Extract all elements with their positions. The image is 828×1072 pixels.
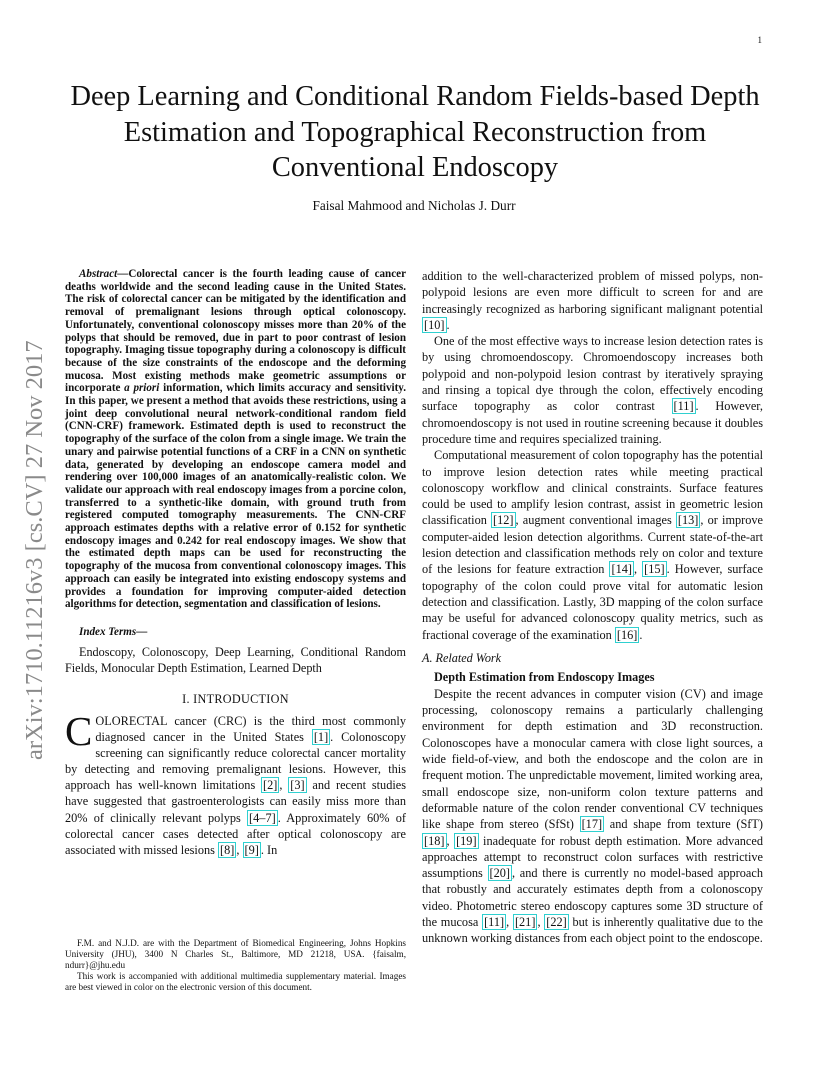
citation-link[interactable]: [17]: [581, 817, 603, 832]
citation-link[interactable]: [22]: [546, 914, 567, 929]
intro-text-4: . Approximately 60% of colorectal cancer cases detected after optical colonoscopy are associated with missed lesions: [65, 810, 406, 857]
paragraph: [422, 268, 763, 333]
text: .: [446, 317, 450, 332]
footnotes: [65, 938, 406, 993]
authors: Faisal Mahmood and Nicholas J. Durr: [312, 198, 516, 213]
intro-text-1: cancer (CRC) is the third most commonly diagnosed cancer in the United States: [95, 713, 406, 745]
citation-link[interactable]: [3]: [290, 778, 305, 793]
text: One of the most effective ways to increase lesion detection rates is by using chromoendoscopy. Chromoendoscopy increases both polypoid and non-polypoid lesion contrast by iteratively spraying and rinsing a topical dye through the colon, effectively encoding surface topography as color contrast: [422, 334, 763, 414]
text: , or improve computer-aided lesion detection algorithms. Current state-of-the-art lesion detection and classification methods rely on color and texture of the lesions for feature extraction: [422, 513, 764, 577]
citation-link[interactable]: [11]: [673, 399, 694, 414]
citation-link[interactable]: [20]: [489, 866, 510, 881]
paragraph-heading: Depth Estimation from Endoscopy Images: [434, 669, 655, 684]
text: , and there is currently no model-based approach that robustly and accurately estimates depth from a colonoscopy video. Photometric stereo endoscopy captures some 3D structure of the mucosa: [422, 866, 763, 929]
citation-link[interactable]: [12]: [493, 513, 514, 528]
citation-link[interactable]: [19]: [456, 833, 477, 848]
citation-link[interactable]: [8]: [220, 842, 235, 857]
paragraph: Despite the recent advances in computer vision (CV) and image processing, colonoscopy remains a particularly challenging environment for depth estimation and 3D reconstruction. Colonoscopes have a monocular camera with close light sources, a wide field-of-view, and both the endoscope and the colon are in frequent motion. The unpredictable movement, limited working area, small endoscope size, non-uniform colon texture patterns and deformable nature of the colon render conventional CV techniques like shape from stereo (SfSt) [17] and shape from texture (SfT) [18] , [19] inadequate for robust depth estimation. More advanced approaches attempt to reconstruct colon surfaces with restrictive assumptions [20] , and there is currently no model-based approach that robustly and accurately estimates depth from a colonoscopy video. Photometric stereo endoscopy captures some 3D structure of the mucosa [11] , [21] , [22] but is inherently qualitative due to the unknown working distances from each object point to the endoscope.: [422, 686, 763, 946]
text: Despite the recent advances in computer vision (CV) and image processing, colonoscopy remains a particularly challenging environment for depth estimation and 3D reconstruction. Colonoscopes have a monocular camera with close light sources, a wide field-of-view, and both the endoscope and the colon are in frequent motion. The unpredictable movement, limited working area, small endoscope size, non-uniform colon texture patterns and deformable nature of the colon render conventional CV techniques like shape from stereo (SfSt): [422, 686, 763, 832]
citation-link[interactable]: [16]: [616, 627, 638, 642]
text: and shape from texture (SfT): [604, 817, 763, 832]
citation-link[interactable]: [21]: [514, 914, 536, 929]
subsection-heading: A. Related Work: [422, 650, 502, 665]
citation-link[interactable]: [9]: [244, 842, 259, 857]
page-number: 1: [757, 35, 762, 45]
paper-title: Deep Learning and Conditional Random Fields-based Depth Estimation and Topographical Reconstruction from Conventional Endoscopy: [70, 81, 760, 183]
intro-text-2: . Colonoscopy screening can significantly reduce colorectal cancer mortality by detecting and removing premalignant lesions. However, this approach has well-known limitations: [65, 730, 406, 793]
arxiv-watermark: arXiv:1710.11216v3 [cs.CV] 27 Nov 2017: [21, 340, 48, 760]
citation-link[interactable]: [13]: [677, 513, 699, 528]
citation-link[interactable]: [1]: [313, 730, 329, 745]
text: , augment conventional images: [515, 513, 676, 528]
text: but is inherently qualitative due to the unknown working distances from each object point to the endoscope.: [422, 914, 763, 946]
dropcap: C: [65, 707, 93, 754]
abstract-dash: —: [117, 268, 129, 280]
right-column: [422, 268, 763, 947]
paragraph: Computational measurement of colon topography has the potential to improve lesion detection rates while meeting practical colonoscopy workflow and clinical constraints. Surface features could be used to amplify lesion contrast, assist in geometric lesion classification [12] , augment conventional images [13] , or improve computer-aided lesion detection algorithms. Current state-of-the-art lesion detection and classification methods rely on color and texture of the lesions for feature extraction [14] , [15] . However, surface topography of the colon could prove vital for automatic lesion detection and classification. Lastly, 3D mapping of the colon surface may be useful for advanced colonoscopy quality metrics, such as fractional coverage of the examination [16] .: [422, 448, 764, 642]
citation-link[interactable]: [15]: [644, 562, 665, 577]
text: . However, surface topography of the colon could prove vital for automatic lesion detection and classification. Lastly, 3D mapping of the colon surface may be useful for advanced colonoscopy quality metrics, such as fractional coverage of the examination: [422, 562, 764, 642]
footnote-affiliation: F.M. and N.J.D. are with the Department of Biomedical Engineering, Johns Hopkins University (JHU), 3400 N Charles St., Baltimore, MD 21218, USA. {faisalm, ndurr}@jhu.edu: [65, 938, 406, 971]
abstract-label: Abstract: [79, 268, 118, 280]
intro-text-5: . In: [260, 842, 278, 857]
intro-text-3: and recent studies have suggested that gastroenterologists can easily miss more than 20% of clinically relevant polyps: [65, 778, 406, 825]
citation-link[interactable]: [10]: [424, 317, 445, 332]
citation-link[interactable]: [2]: [263, 778, 278, 793]
text: .: [639, 627, 643, 642]
text: inadequate for robust depth estimation. More advanced approaches attempt to reconstruct colon surfaces with restrictive assumptions: [422, 833, 763, 881]
abstract-italic: a priori: [124, 382, 160, 395]
intro-paragraph: COLORECTAL cancer (CRC) is the third most commonly diagnosed cancer in the United States [1] . Colonoscopy screening can significantly reduce colorectal cancer mortality by detecting and removing premalignant lesions. However, this approach has well-known limitations [2] , [3] and recent studies have suggested that gastroenterologists can easily miss more than 20% of clinically relevant polyps [4–7] . Approximately 60% of colorectal cancer cases detected after optical colonoscopy are associated with missed lesions [8] , [9] . In: [65, 707, 406, 857]
abstract-text-1: Colorectal cancer is the fourth leading cause of cancer deaths worldwide and the second leading cause in the United States. The risk of colorectal cancer can be mitigated by the identification and removal of premalignant lesions through optical colonoscopy. Unfortunately, conventional colonoscopy misses more than 20% of the polyps that should be removed, due in part to poor contrast of lesion topography. Imaging tissue topography during a colonoscopy is difficult because of the size constraints of the endoscope and the deforming mucosa. Most existing methods make geometric assumptions or incorporate: [65, 268, 406, 395]
abstract: [65, 268, 406, 611]
citation-link[interactable]: [11]: [484, 914, 505, 929]
text: Computational measurement of colon topography has the potential to improve lesion detection rates while meeting practical colonoscopy workflow and clinical constraints. Surface features could be used to amplify lesion contrast, assist in geometric lesion classification: [422, 448, 763, 528]
citation-link[interactable]: [4–7]: [249, 810, 276, 825]
index-terms-label: Index Terms—: [79, 625, 148, 638]
text: addition to the well-characterized problem of missed polyps, non-polypoid lesions are even more difficult to screen for and are increasingly recognized as harboring significant malignant potential: [422, 269, 763, 316]
left-column: [65, 268, 406, 858]
section-heading-introduction: I. INTRODUCTION: [182, 691, 289, 706]
abstract-text-2: information, which limits accuracy and sensitivity. In this paper, we present a method that avoids these restrictions, using a joint deep convolutional neural network-conditional random field (CNN-CRF) framework. Estimated depth is used to reconstruct the topography of the surface of the colon from a single image. We train the unary and pairwise potential functions of a CRF in a CNN on synthetic data, generated by developing an endoscope camera model and rendering over 100,000 images of an anatomically-realistic colon. We validate our approach with real endoscopy images from a porcine colon, transferred to a synthetic-like domain, with ground truth from registered computed tomography measurements. The CNN-CRF approach estimates depths with a relative error of 0.152 for synthetic endoscopy images and 0.242 for real endoscopy images. We show that the estimated depth maps can be used for reconstructing the topography of the mucosa from conventional colonoscopy images. This approach can easily be integrated into existing endoscopy systems and provides a foundation for improving computer-aided detection algorithms for detection, segmentation and classification of lesions.: [65, 382, 406, 611]
intro-lead: OLORECTAL: [95, 713, 168, 728]
citation-link[interactable]: [18]: [424, 833, 445, 848]
footnote-supplementary: This work is accompanied with additional multimedia supplementary material. Images are best viewed in color on the electronic version of this document.: [65, 971, 406, 993]
citation-link[interactable]: [14]: [611, 562, 632, 577]
paragraph: [422, 333, 763, 447]
text: . However, chromoendoscopy is not used in routine screening because it doubles procedure time and requires specialized training.: [422, 399, 763, 446]
index-terms: Endoscopy, Colonoscopy, Deep Learning, Conditional Random Fields, Monocular Depth Estimation, Learned Depth: [65, 644, 406, 675]
